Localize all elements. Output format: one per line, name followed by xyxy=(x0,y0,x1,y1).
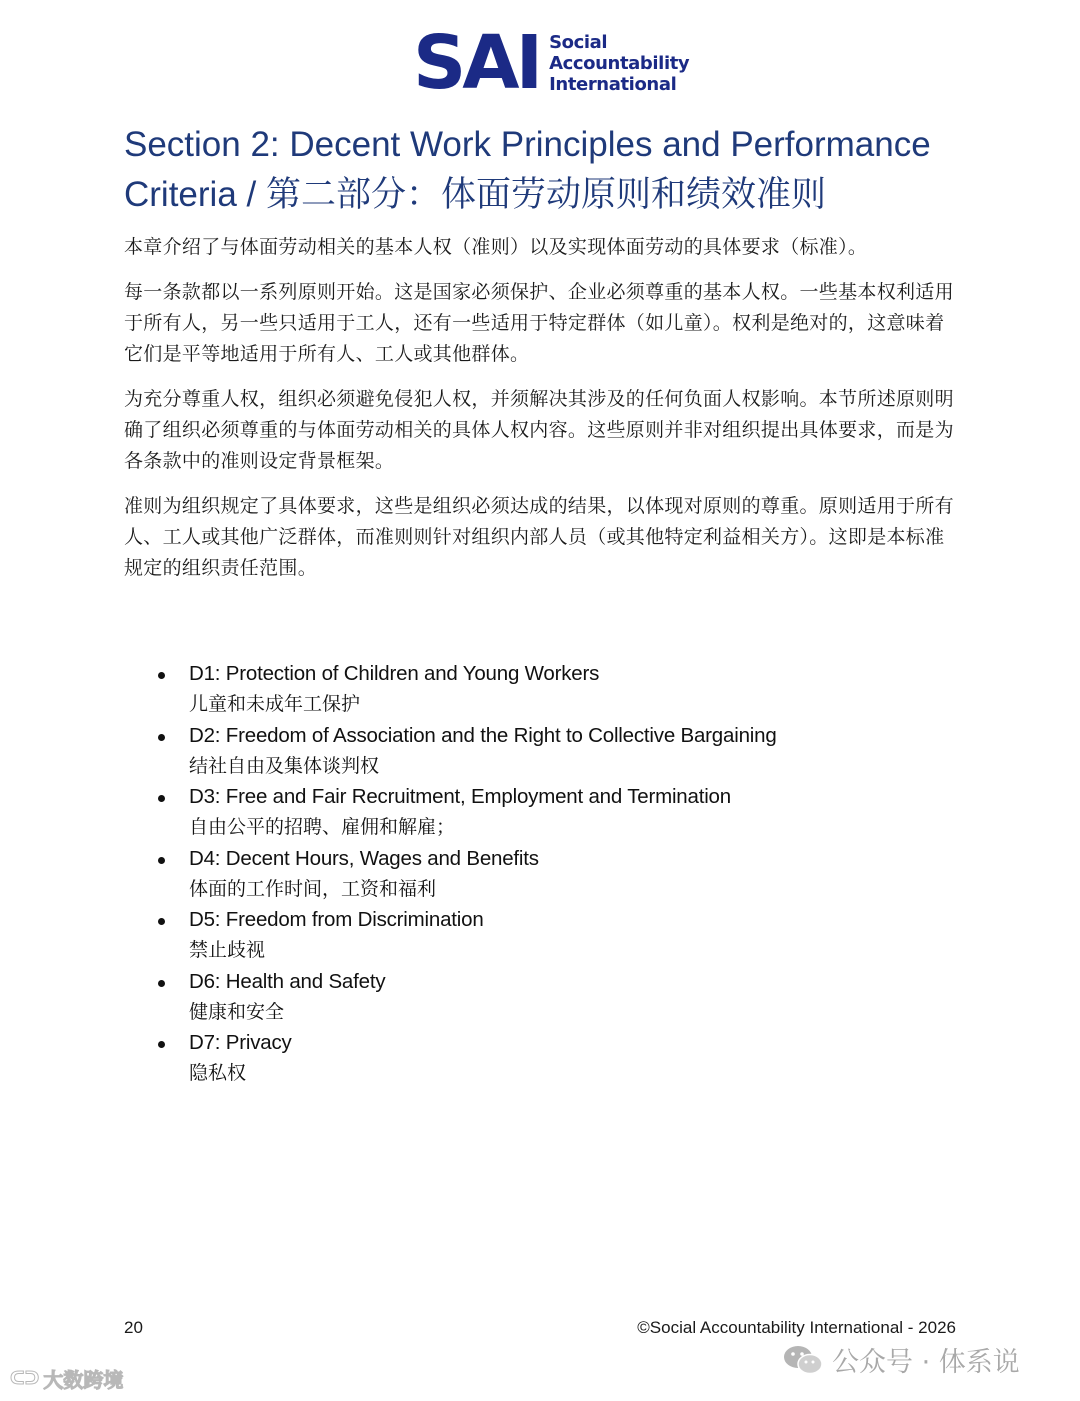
logo-line-social: Social xyxy=(549,31,608,53)
page-number: 20 xyxy=(124,1318,143,1337)
item-title-en: D1: Protection of Children and Young Workers xyxy=(189,662,600,685)
logo-line-international: International xyxy=(549,73,677,95)
intro-text xyxy=(124,232,958,598)
item-title-en: D2: Freedom of Association and the Right to Collective Bargaining xyxy=(189,723,777,747)
item-title-en: D5: Freedom from Discrimination xyxy=(189,908,484,931)
wechat-icon xyxy=(782,1343,824,1377)
logo-mark: SAI xyxy=(413,20,540,106)
sai-logo xyxy=(413,20,690,106)
item-title-en: D3: Free and Fair Recruitment, Employment and Termination xyxy=(189,785,731,808)
item-title-zh: 体面的工作时间，工资和福利 xyxy=(189,877,437,900)
paragraph: 本章介绍了与体面劳动相关的基本人权（准则）以及实现体面劳动的具体要求（标准）。 xyxy=(124,236,868,258)
item-title-zh: 隐私权 xyxy=(189,1062,247,1084)
section-title: Section 2: Decent Work Principles and Performance Criteria / 第二部分：体面劳动原则和绩效准则 xyxy=(124,125,931,214)
bullet-icon xyxy=(158,857,165,864)
bullet-icon xyxy=(158,672,165,679)
logo-line-accountability: Accountability xyxy=(549,52,690,74)
bullet-icon xyxy=(158,1041,165,1048)
bullet-icon xyxy=(158,980,165,987)
list-item xyxy=(158,966,777,1028)
list-item xyxy=(158,843,777,905)
watermark-right xyxy=(782,1340,1020,1379)
bullet-icon xyxy=(158,734,165,741)
footer-copyright: ©Social Accountability International - 2026 xyxy=(637,1318,956,1337)
list-item xyxy=(158,720,777,782)
paragraph: 每一条款都以一系列原则开始。这是国家必须保护、企业必须尊重的基本人权。一些基本权利适用于所有人，另一些只适用于工人，还有一些适用于特定群体（如儿童）。权利是绝对的，这意味着它们是平等地适用于所有人、工人或其他群体。 xyxy=(124,281,954,365)
paragraph: 准则为组织规定了具体要求，这些是组织必须达成的结果，以体现对原则的尊重。原则适用于所有人、工人或其他广泛群体，而准则则针对组织内部人员（或其他特定利益相关方）。这即是本标准规定的组织责任范围。 xyxy=(124,495,954,579)
item-title-zh: 自由公平的招聘、雇佣和解雇； xyxy=(189,816,456,838)
list-item xyxy=(158,1027,777,1089)
watermark-logo-icon: ᑕᑐ xyxy=(10,1368,40,1389)
list-item xyxy=(158,658,777,720)
watermark-left-text: 大数跨境 xyxy=(43,1368,124,1392)
watermark-left xyxy=(10,1364,123,1393)
bullet-icon xyxy=(158,918,165,925)
watermark-right-text: 公众号 · 体系说 xyxy=(832,1347,1020,1378)
principles-list xyxy=(158,658,777,1089)
item-title-en: D7: Privacy xyxy=(189,1031,292,1054)
item-title-zh: 儿童和未成年工保护 xyxy=(189,693,361,715)
item-title-zh: 结社自由及集体谈判权 xyxy=(189,754,380,777)
bullet-icon xyxy=(158,795,165,802)
item-title-en: D4: Decent Hours, Wages and Benefits xyxy=(189,846,539,870)
list-item xyxy=(158,904,777,966)
item-title-en: D6: Health and Safety xyxy=(189,969,386,993)
paragraph: 为充分尊重人权，组织必须避免侵犯人权，并须解决其涉及的任何负面人权影响。本节所述原则明确了组织必须尊重的与体面劳动相关的具体人权内容。这些原则并非对组织提出具体要求，而是为各条款中的准则设定背景框架。 xyxy=(124,388,954,472)
logo-text xyxy=(549,32,689,95)
item-title-zh: 禁止歧视 xyxy=(189,939,266,961)
item-title-zh: 健康和安全 xyxy=(189,1000,285,1023)
list-item xyxy=(158,781,777,843)
